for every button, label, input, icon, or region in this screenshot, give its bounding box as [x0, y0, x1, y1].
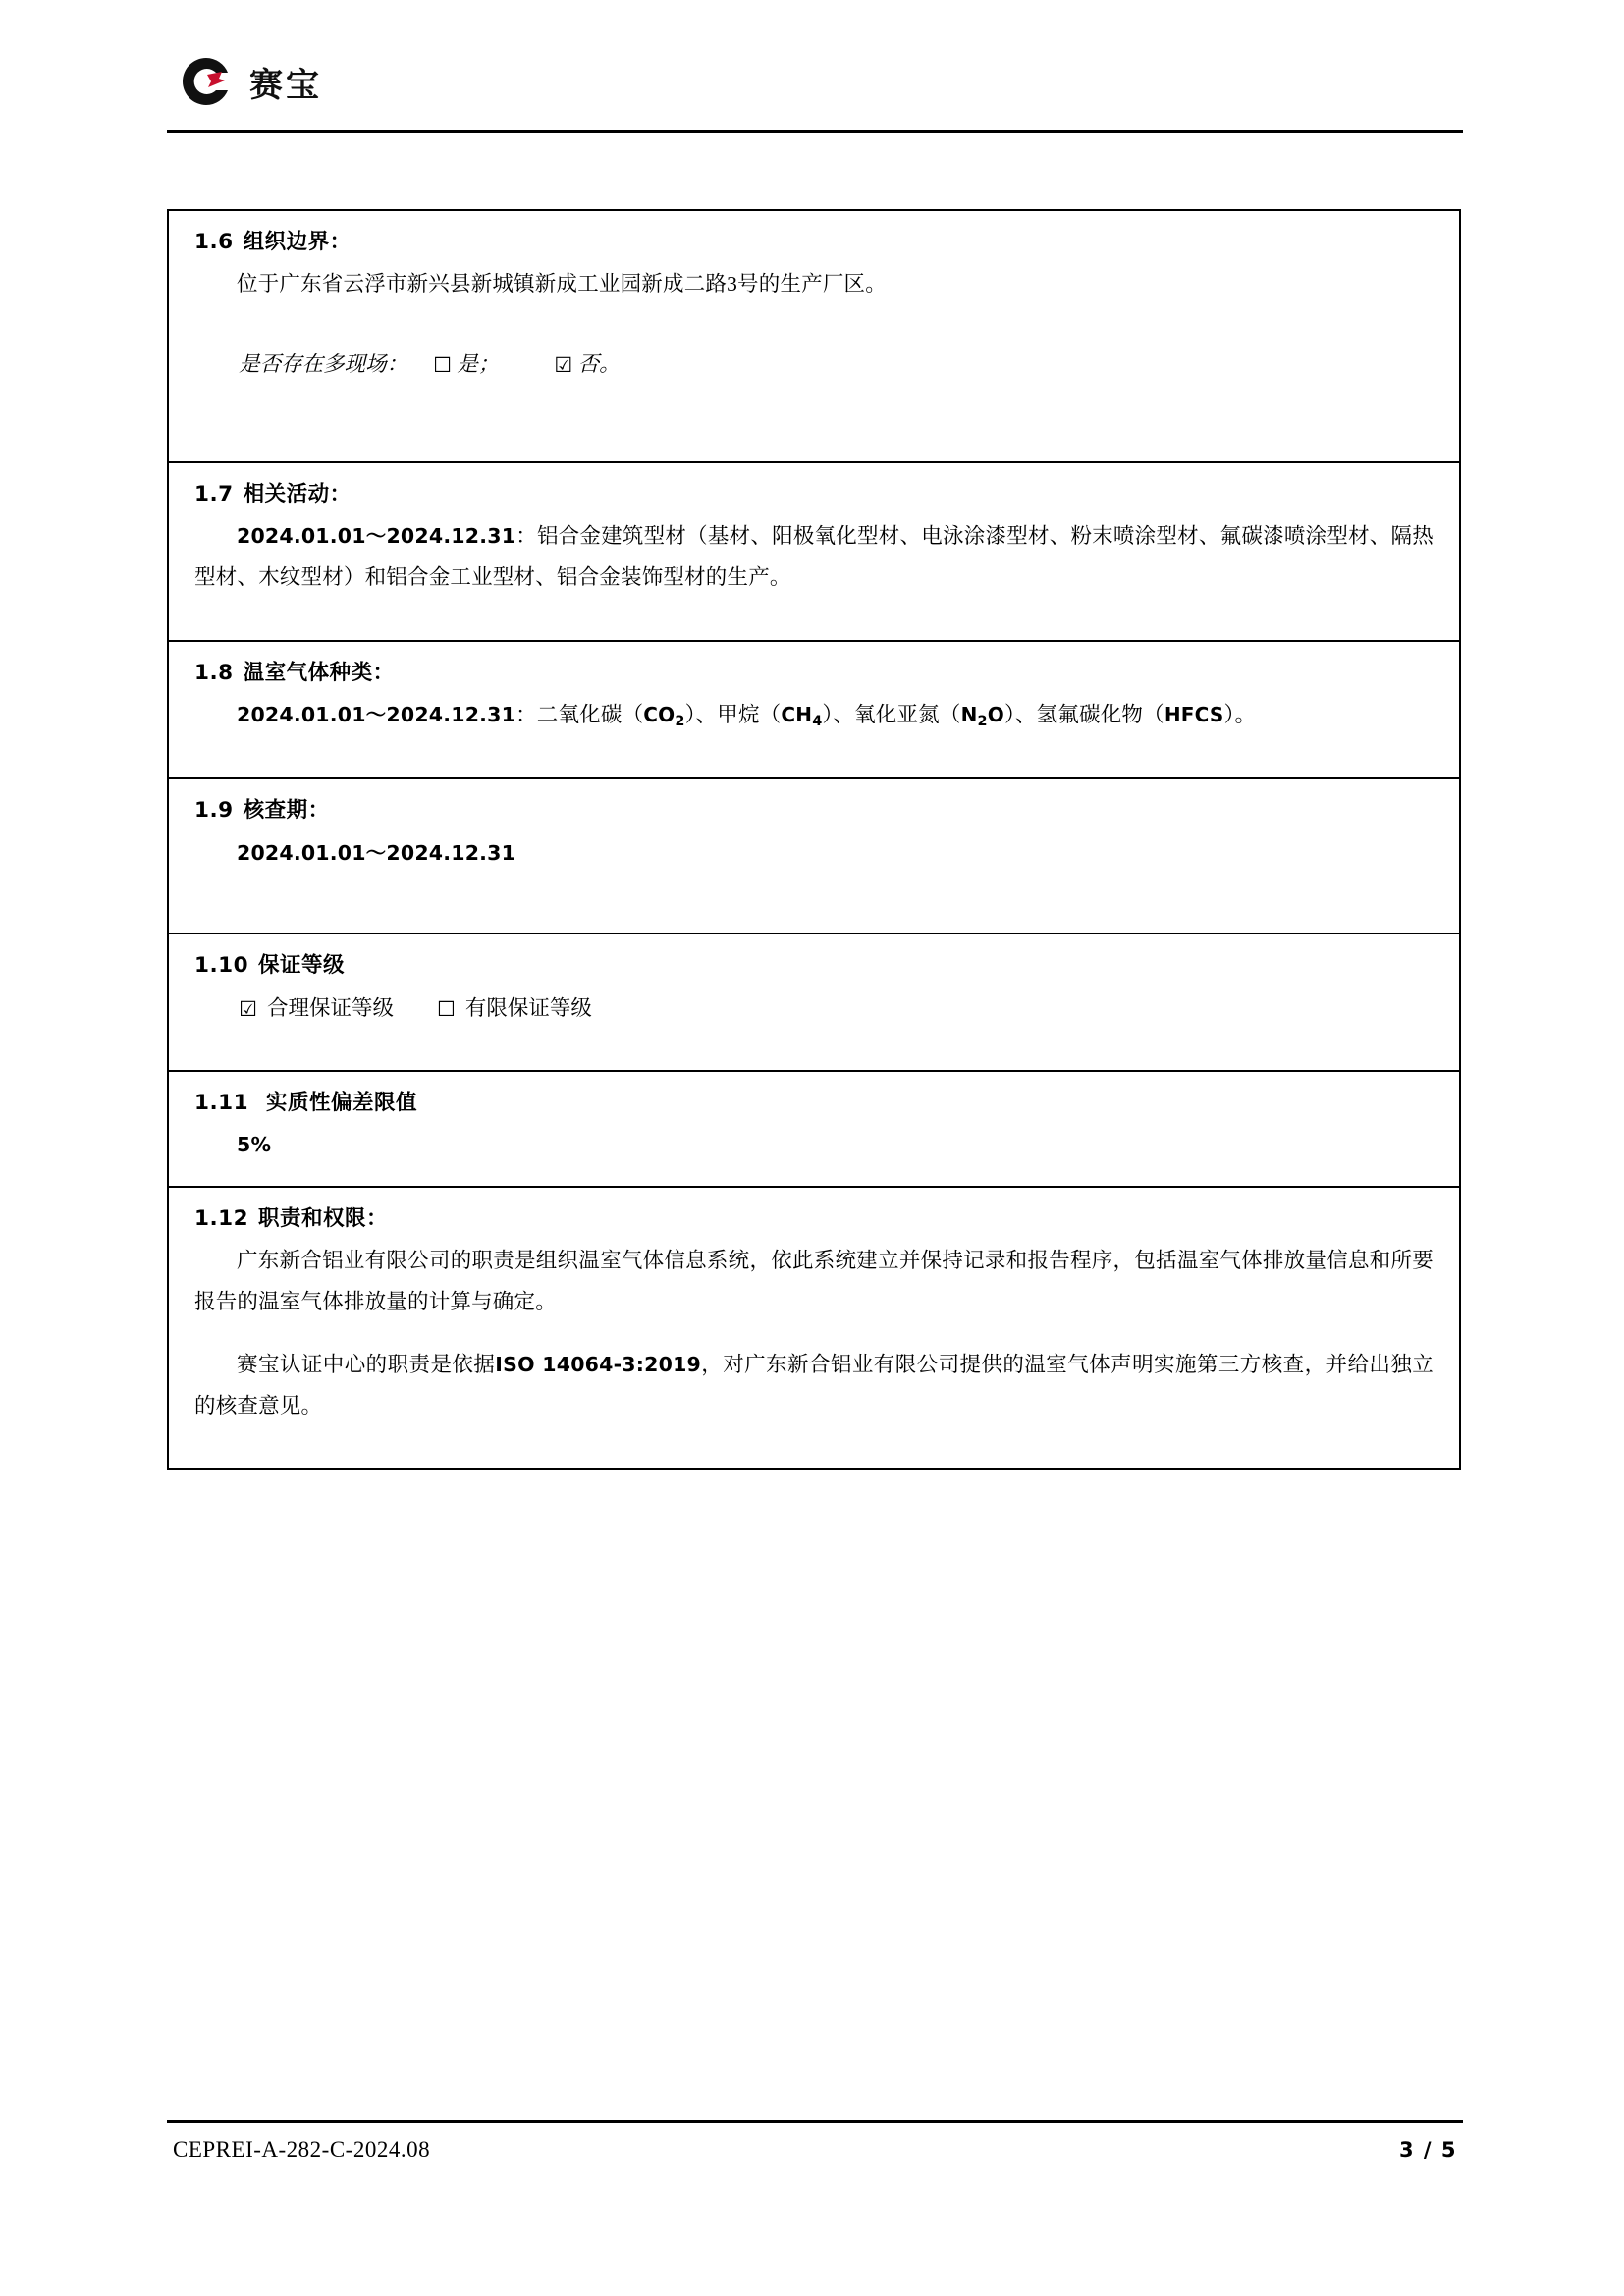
section-1-11 [169, 1072, 1459, 1188]
header-divider [167, 130, 1463, 133]
section-1-12-paragraph-2 [194, 1345, 1434, 1427]
spacer [194, 874, 1434, 913]
assurance-label-reasonable: 合理保证等级 [266, 995, 394, 1020]
section-1-8-paragraph: 2024.01.01～2024.12.31：二氧化碳$(CO_2)$、甲烷$(CH_4)$、氧化亚氮$(N_2O)$、氢氟碳化物（HFCS）。 [237, 703, 1257, 730]
section-1-10-title [194, 950, 1434, 982]
gas-n2o-formula: $N_2O$ [960, 703, 1004, 730]
gas-co2-name: 二氧化碳 [536, 703, 623, 727]
assurance-checkbox-limited[interactable]: ☐ [436, 996, 456, 1021]
spacer [194, 1323, 1434, 1345]
spacer [194, 1029, 1434, 1050]
spacer [194, 736, 1434, 758]
spacer [194, 599, 1434, 620]
section-1-10-number: 1.10 [194, 953, 249, 979]
section-1-6 [169, 211, 1459, 463]
responsibility-text-a: 赛宝认证中心的职责是依据 [237, 1352, 496, 1376]
section-1-8-number: 1.8 [194, 661, 234, 686]
assurance-label-limited: 有限保证等级 [464, 995, 592, 1020]
section-1-7-number: 1.7 [194, 482, 234, 507]
standard-reference: ISO 14064-3:2019 [495, 1352, 702, 1376]
spacer [194, 305, 1434, 345]
section-1-7 [169, 463, 1459, 642]
section-1-6-title [194, 227, 1434, 258]
section-1-11-heading: 实质性偏差限值 [266, 1090, 418, 1115]
saibao-c-logo-icon [179, 54, 234, 109]
section-1-8-separator: ： [515, 703, 537, 727]
section-1-10-heading: 保证等级 [258, 953, 346, 979]
section-1-7-separator: ： [515, 524, 537, 549]
materiality-threshold-value [194, 1125, 1434, 1166]
assurance-checkbox-reasonable[interactable]: ☑ [239, 996, 257, 1021]
gas-ch4-name: 甲烷 [717, 703, 760, 727]
section-1-6-number: 1.6 [194, 230, 234, 254]
sections-table [167, 209, 1461, 1470]
multi-site-label-no: 否。 [577, 352, 621, 377]
section-1-10 [169, 934, 1459, 1071]
assurance-level-options [194, 988, 1434, 1029]
section-1-7-heading: 相关活动： [243, 482, 352, 507]
section-1-7-activity-text: 铝合金建筑型材（基材、阳极氧化型材、电泳涂漆型材、粉末喷涂型材、氟碳漆喷涂型材、隔热型材、木纹型材）和铝合金工业型材、铝合金装饰型材的生产。 [194, 524, 1434, 590]
brand-logo [167, 47, 1463, 116]
responsibility-text-b: ，对广东新合铝业有限公司提供的温室气体声明实施第三方核查，并给出独立的核查意见。 [194, 1352, 1434, 1417]
materiality-value: 5% [237, 1132, 272, 1156]
section-1-12 [169, 1188, 1459, 1470]
spacer [194, 1427, 1434, 1449]
multi-site-label: 是否存在多现场： [239, 352, 408, 377]
brand-name: 赛宝 [249, 65, 322, 105]
section-1-6-heading: 组织边界： [243, 230, 352, 254]
section-1-12-paragraph-1: 广东新合铝业有限公司的职责是组织温室气体信息系统，依此系统建立并保持记录和报告程序，包括温室气体排放量信息和所要报告的温室气体排放量的计算与确定。 [194, 1248, 1434, 1313]
assurance-option-reasonable[interactable] [239, 988, 394, 1029]
section-1-9-heading: 核查期： [243, 798, 330, 824]
multi-site-question [194, 345, 1434, 385]
spacer [194, 385, 1434, 442]
section-1-8-heading: 温室气体种类： [243, 661, 395, 686]
assurance-option-limited[interactable] [437, 988, 592, 1029]
section-1-7-paragraph [194, 516, 1434, 599]
section-1-8-date-range: 2024.01.01～2024.12.31 [237, 703, 516, 727]
page-header [167, 47, 1463, 133]
section-1-8-terminator: 。 [1234, 703, 1257, 727]
section-1-7-title [194, 479, 1434, 510]
gas-n2o-name: 氧化亚氮 [854, 703, 940, 727]
section-1-6-paragraph: 位于广东省云浮市新兴县新城镇新成工业园新成二路3号的生产厂区。 [237, 272, 887, 296]
section-1-9-number: 1.9 [194, 798, 234, 824]
multi-site-label-yes: 是； [457, 352, 500, 377]
gas-co2-formula: $CO_2$ [643, 703, 685, 730]
section-1-8 [169, 642, 1459, 779]
section-1-12-heading: 职责和权限： [258, 1205, 389, 1231]
section-1-9-title [194, 795, 1434, 827]
section-1-12-number: 1.12 [194, 1205, 249, 1231]
gas-ch4-formula: $CH_4$ [781, 703, 823, 730]
section-1-11-title [194, 1088, 1434, 1119]
section-1-8-title [194, 658, 1434, 689]
section-1-7-date-range: 2024.01.01～2024.12.31 [237, 524, 516, 549]
section-1-12-title [194, 1203, 1434, 1235]
page-footer [167, 2120, 1463, 2163]
footer-row [167, 2137, 1463, 2163]
multi-site-checkbox-no[interactable]: ☑ [554, 353, 573, 378]
document-code: CEPREI-A-282-C-2024.08 [173, 2137, 431, 2162]
section-1-11-number: 1.11 [194, 1090, 249, 1115]
section-1-9-value [194, 833, 1434, 875]
multi-site-checkbox-yes[interactable]: ☐ [433, 353, 452, 378]
page-indicator: 3 / 5 [1398, 2138, 1457, 2162]
verification-period-value: 2024.01.01～2024.12.31 [237, 840, 516, 865]
gas-hfcs-name: 氢氟碳化物 [1036, 703, 1144, 727]
gas-hfcs-formula: HFCS [1164, 703, 1224, 727]
section-1-9 [169, 779, 1459, 934]
footer-divider [167, 2120, 1463, 2123]
